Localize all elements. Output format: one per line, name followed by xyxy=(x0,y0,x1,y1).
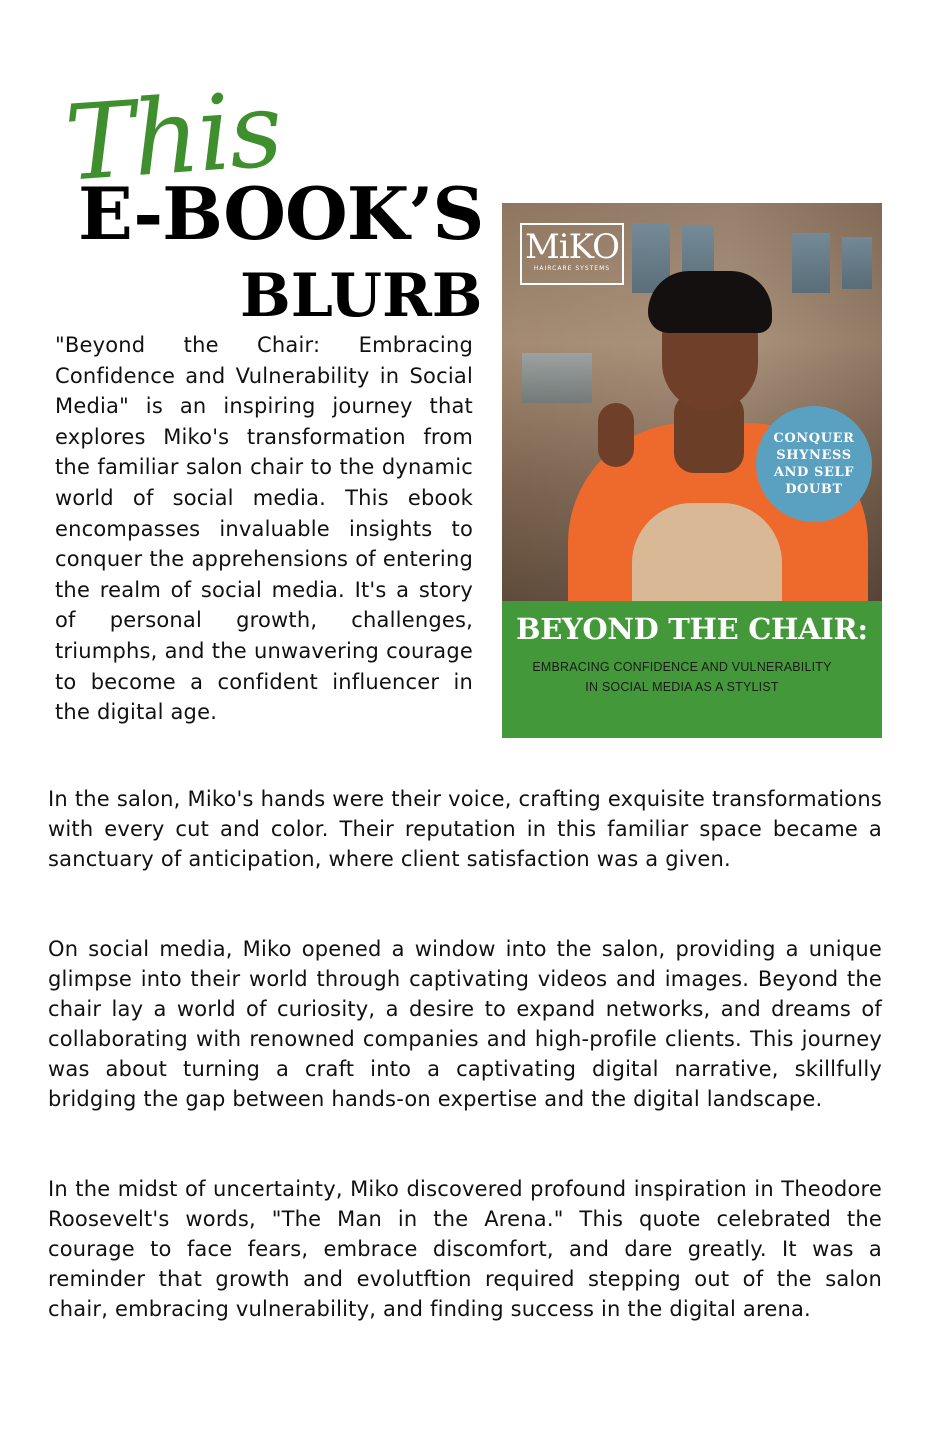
beige-top xyxy=(632,503,782,603)
heading-ebook: E-BOOK’S xyxy=(78,171,484,256)
cover-title: BEYOND THE CHAIR: xyxy=(516,612,868,646)
logo-text: MiKO xyxy=(524,227,620,267)
background-window xyxy=(522,353,592,403)
body-paragraph-social-media: On social media, Miko opened a window into the salon, providing a unique glimpse into their world through captivating videos and images. Beyond the chair lay a world of curiosity, a desire to expand networks, and dreams of collaborating with renowned companies and high-profile clients. This journey was about turning a craft into a captivating digital narrative, skillfully bridging the gap between hands-on expertise and the digital landscape. xyxy=(48,937,882,1111)
heading-blurb: BLURB xyxy=(240,261,483,331)
hand xyxy=(598,403,634,467)
badge-text: CONQUER SHYNESS AND SELF DOUBT xyxy=(773,431,855,497)
hair xyxy=(648,271,772,333)
background-window xyxy=(842,237,872,289)
logo-subtitle: HAIRCARE SYSTEMS xyxy=(533,265,611,272)
cover-photo xyxy=(502,203,882,601)
cover-title-band xyxy=(502,601,882,738)
cover-subtitle xyxy=(502,657,862,697)
background-window xyxy=(792,233,830,293)
miko-logo xyxy=(520,223,624,285)
intro-paragraph: "Beyond the Chair: Embracing Confidence and Vulnerability in Social Media" is an inspiring journey that explores Miko's transformation from the familiar salon chair to the dynamic world of social media. This ebook encompasses invaluable insights to conquer the apprehensions of entering the realm of social media. It's a story of personal growth, challenges, triumphs, and the unwavering courage to become a confident influencer in the digital age. xyxy=(55,333,473,725)
heading-script-word: This xyxy=(61,68,285,205)
cover-badge xyxy=(756,406,872,522)
body-paragraph-roosevelt: In the midst of uncertainty, Miko discovered profound inspiration in Theodore Roosevelt's words, "The Man in the Arena." This quote celebrated the courage to face fears, embrace discomfort, and dare greatly. It was a reminder that growth and evolutftion required stepping out of the salon chair, embracing vulnerability, and finding success in the digital arena. xyxy=(48,1177,882,1321)
cover-subtitle-line1: EMBRACING CONFIDENCE AND VULNERABILITY xyxy=(532,660,832,674)
book-cover xyxy=(502,203,882,738)
cover-subtitle-line2: IN SOCIAL MEDIA AS A STYLIST xyxy=(585,680,779,694)
body-paragraph-salon: In the salon, Miko's hands were their voice, crafting exquisite transformations with every cut and color. Their reputation in this familiar space became a sanctuary of anticipation, where client satisfaction was a given. xyxy=(48,787,882,871)
